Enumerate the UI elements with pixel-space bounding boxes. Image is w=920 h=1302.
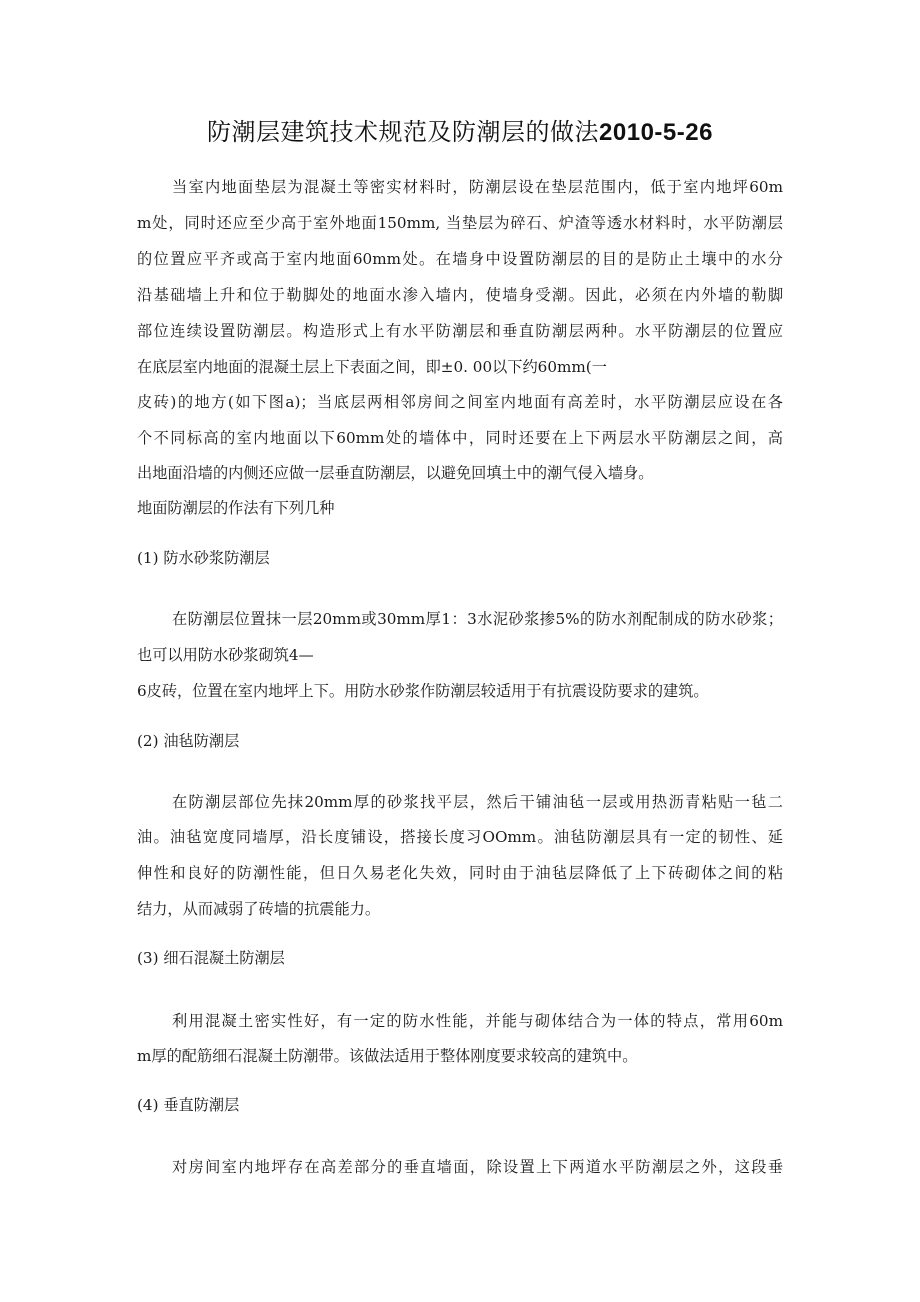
paragraph-line: m处，同时还应至少高于室外地面150mm, 当垫层为碎石、炉渣等透水材料时，水平防潮层: [137, 214, 783, 232]
paragraph-line: 的位置应平齐或高于室内地面60mm处。在墙身中设置防潮层的目的是防止土壤中的水分: [137, 250, 783, 268]
paragraph-line: m厚的配筋细石混凝土防潮带。该做法适用于整体刚度要求较高的建筑中。: [137, 1047, 638, 1065]
paragraph-line: 利用混凝土密实性好，有一定的防水性能，并能与砌体结合为一体的特点，常用60m: [172, 1012, 783, 1030]
paragraph-line: 油。油毡宽度同墙厚，沿长度铺设，搭接长度习OOmm。油毡防潮层具有一定的韧性、延: [137, 828, 783, 846]
paragraph-line: 地面防潮层的作法有下列几种: [137, 499, 335, 517]
section-heading: (4) 垂直防潮层: [137, 1096, 240, 1114]
paragraph-line: 个不同标高的室内地面以下60mm处的墙体中，同时还要在上下两层水平防潮层之间，高: [137, 429, 783, 447]
paragraph-line: 部位连续设置防潮层。构造形式上有水平防潮层和垂直防潮层两种。水平防潮层的位置应: [137, 322, 783, 340]
section-heading: (3) 细石混凝土防潮层: [137, 949, 285, 967]
section-heading: (1) 防水砂浆防潮层: [137, 549, 270, 567]
paragraph-line: 在防潮层位置抹一层20mm或30mm厚1：3水泥砂浆掺5%的防水剂配制成的防水砂浆；: [172, 610, 783, 628]
paragraph-line: 结力，从而减弱了砖墙的抗震能力。: [137, 900, 380, 918]
paragraph-line: 皮砖)的地方(如下图a)；当底层两相邻房间之间室内地面有高差时，水平防潮层应设在各: [137, 393, 783, 411]
paragraph-line: 对房间室内地坪存在高差部分的垂直墙面，除设置上下两道水平防潮层之外，这段垂: [172, 1158, 783, 1176]
paragraph-line: 也可以用防水砂浆砌筑4—: [137, 646, 314, 664]
document-title: [0, 112, 920, 147]
paragraph-line: 当室内地面垫层为混凝土等密实材料时，防潮层设在垫层范围内，低于室内地坪60m: [172, 178, 783, 196]
title-date: 2010-5-26: [599, 119, 713, 146]
paragraph-line: 沿基础墙上升和位于勒脚处的地面水渗入墙内，使墙身受潮。因此，必须在内外墙的勒脚: [137, 286, 783, 304]
paragraph-line: 在底层室内地面的混凝土层上下表面之间，即±0. 00以下约60mm(一: [137, 358, 607, 376]
section-heading: (2) 油毡防潮层: [137, 732, 240, 750]
title-text: 防潮层建筑技术规范及防潮层的做法: [207, 118, 600, 146]
paragraph-line: 出地面沿墙的内侧还应做一层垂直防潮层，以避免回填土中的潮气侵入墙身。: [137, 464, 654, 482]
paragraph-line: 6皮砖，位置在室内地坪上下。用防水砂浆作防潮层较适用于有抗震设防要求的建筑。: [137, 682, 709, 700]
paragraph-line: 在防潮层部位先抹20mm厚的砂浆找平层，然后干铺油毡一层或用热沥青粘贴一毡二: [172, 793, 783, 811]
paragraph-line: 伸性和良好的防潮性能，但日久易老化失效，同时由于油毡层降低了上下砖砌体之间的粘: [137, 864, 783, 882]
